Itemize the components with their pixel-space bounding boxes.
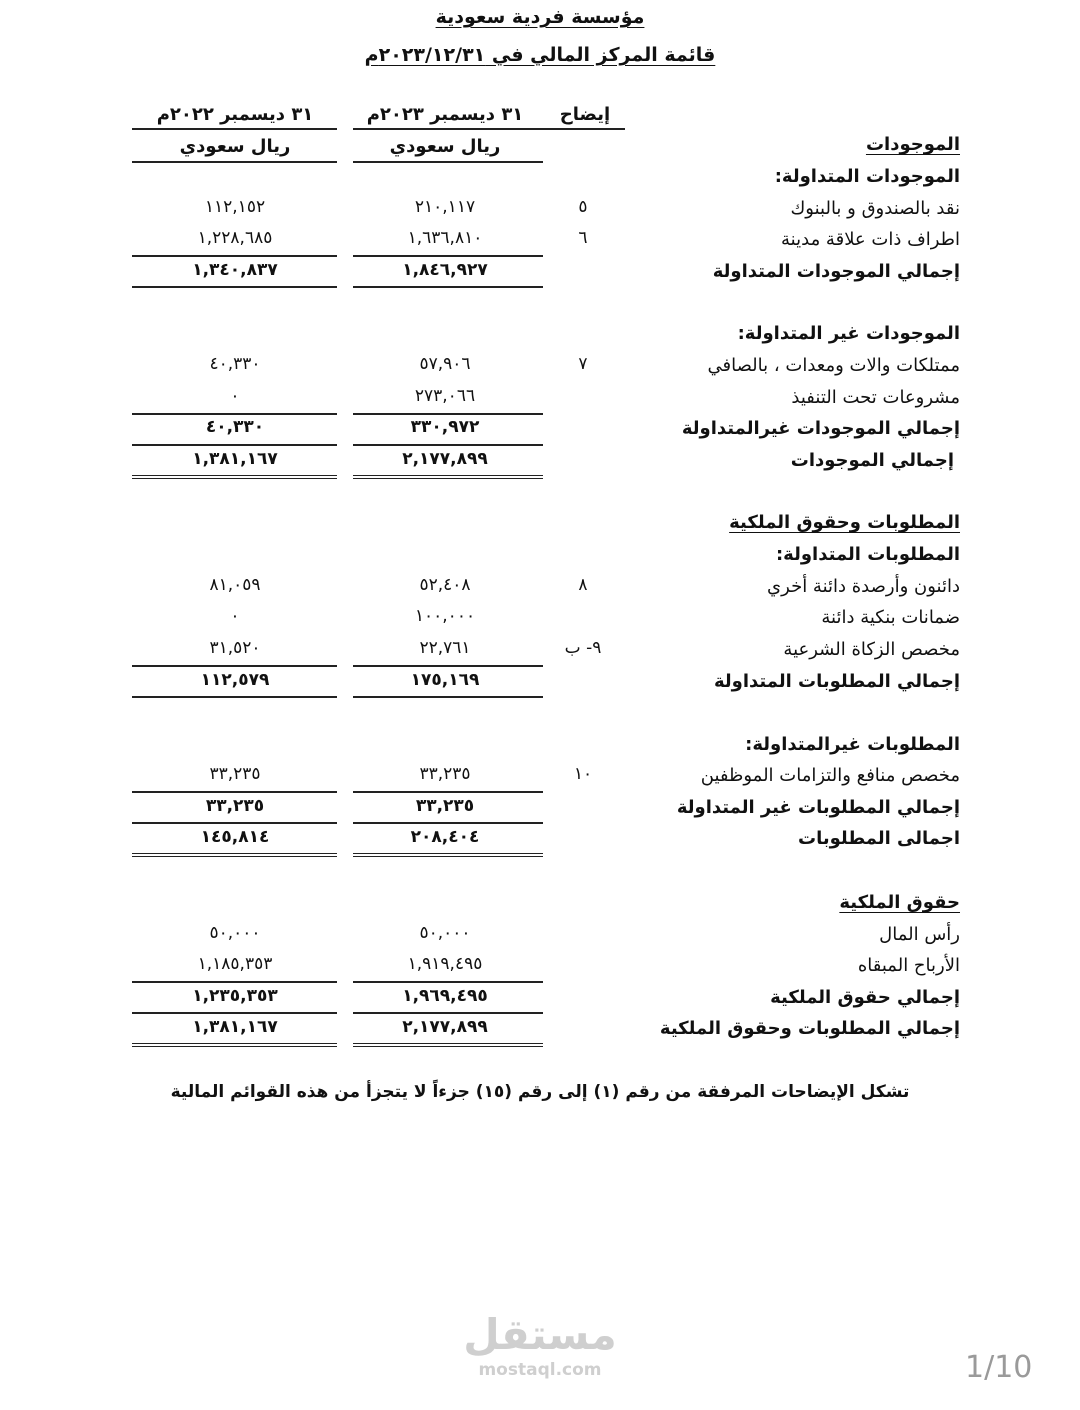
value-2022: ٣١,٥٢٠ (209, 638, 261, 658)
total-line (353, 822, 543, 824)
total-label: اجمالى المطلوبات (798, 828, 960, 849)
total-line (132, 1012, 337, 1014)
header-underline (353, 128, 625, 130)
row-label: ضمانات بنكية دائنة (821, 607, 960, 628)
value-2022: ١,١٨٥,٣٥٣ (197, 954, 273, 974)
total-2023: ١,٩٦٩,٤٩٥ (402, 986, 488, 1006)
subtotal-line (353, 981, 543, 983)
column-header-2023: ٣١ ديسمبر ٢٠٢٣م (366, 104, 524, 125)
row-label: مخصص الزكاة الشرعية (783, 639, 960, 660)
grand-total-2022: ١,٣٨١,١٦٧ (192, 1017, 278, 1037)
subtotal-line (353, 791, 543, 793)
total-2022: ١١٢,٥٧٩ (200, 670, 270, 690)
value-2023: ١٠٠,٠٠٠ (414, 606, 476, 626)
double-underline (132, 853, 337, 857)
total-label: إجمالي حقوق الملكية (770, 987, 960, 1008)
row-note: ٥ (578, 197, 588, 217)
grand-total-2022: ١,٣٨١,١٦٧ (192, 449, 278, 469)
total-line (132, 444, 337, 446)
subtotal-line (132, 981, 337, 983)
value-2022: ١,٢٢٨,٦٨٥ (197, 228, 273, 248)
row-label: دائنون وأرصدة دائنة أخري (767, 576, 960, 597)
row-label: ممتلكات والات ومعدات ، بالصافي (707, 355, 960, 376)
row-note: ٧ (578, 354, 588, 374)
subtotal-line (353, 665, 543, 667)
total-2022: ١,٢٣٥,٣٥٣ (192, 986, 278, 1006)
total-line (353, 696, 543, 698)
watermark-logo: مستقل (463, 1310, 617, 1359)
value-2023: ٥٠,٠٠٠ (419, 923, 471, 943)
value-2022: ٠ (230, 606, 240, 626)
total-2023: ١٧٥,١٦٩ (410, 670, 480, 690)
total-label: إجمالي المطلوبات المتداولة (713, 671, 960, 692)
double-underline (132, 1043, 337, 1047)
grand-total-label: إجمالي المطلوبات وحقوق الملكية (659, 1018, 960, 1039)
total-2023: ٣٣٠,٩٧٢ (410, 417, 480, 437)
total-label: إجمالي المطلوبات غير المتداولة (676, 797, 960, 818)
header-underline-2022 (132, 128, 337, 130)
grand-total-2023: ٢,١٧٧,٨٩٩ (402, 1017, 488, 1037)
value-2023: ١,٩١٩,٤٩٥ (407, 954, 483, 974)
subsection-heading: الموجودات المتداولة: (774, 166, 960, 187)
double-underline (353, 1043, 543, 1047)
total-2022: ٣٣,٢٣٥ (205, 796, 265, 816)
value-2022: ٥٠,٠٠٠ (209, 923, 261, 943)
total-label: إجمالي الموجودات غيرالمتداولة (681, 418, 960, 439)
total-2023: ١,٨٤٦,٩٢٧ (402, 260, 488, 280)
value-2023: ٥٧,٩٠٦ (419, 354, 471, 374)
row-label: رأس المال (879, 924, 960, 945)
value-2023: ١,٦٣٦,٨١٠ (407, 228, 483, 248)
value-2023: ٢٢,٧٦١ (419, 638, 471, 658)
watermark-site: mostaql.com (478, 1360, 602, 1380)
row-label: اطراف ذات علاقة مدينة (781, 229, 960, 250)
double-underline (132, 475, 337, 479)
value-2023: ٣٣,٢٣٥ (419, 764, 471, 784)
total-line (353, 286, 543, 288)
total-line (132, 822, 337, 824)
row-note: ٩- ب (564, 638, 602, 658)
total-line (132, 696, 337, 698)
value-2023: ٥٢,٤٠٨ (419, 575, 471, 595)
grand-total-label: إجمالي الموجودات (790, 450, 954, 471)
double-underline (353, 853, 543, 857)
total-2023: ٢٠٨,٤٠٤ (410, 827, 480, 847)
subsection-heading: الموجودات غير المتداولة: (737, 323, 960, 344)
subtotal-line (353, 413, 543, 415)
row-label: نقد بالصندوق و بالبنوك (790, 198, 960, 219)
subsection-heading: المطلوبات المتداولة: (775, 544, 960, 565)
value-2022: ٤٠,٣٣٠ (209, 354, 261, 374)
note-column-header: إيضاح (559, 104, 611, 125)
row-note: ٨ (578, 575, 588, 595)
section-heading: المطلوبات وحقوق الملكية (729, 512, 960, 533)
statement-title: قائمة المركز المالي في ٢٠٢٣/١٢/٣١م (364, 44, 716, 66)
column-header-2022: ٣١ ديسمبر ٢٠٢٢م (156, 104, 314, 125)
subtotal-line (353, 255, 543, 257)
section-heading: الموجودات (865, 134, 960, 155)
currency-underline-2023 (353, 161, 543, 163)
value-2022: ٣٣,٢٣٥ (209, 764, 261, 784)
row-note: ٦ (578, 228, 588, 248)
currency-underline-2022 (132, 161, 337, 163)
subtotal-line (132, 255, 337, 257)
value-2022: ١١٢,١٥٢ (204, 197, 266, 217)
total-line (353, 444, 543, 446)
value-2022: ٨١,٠٥٩ (209, 575, 261, 595)
value-2023: ٢١٠,١١٧ (414, 197, 476, 217)
total-2022: ١٤٥,٨١٤ (200, 827, 270, 847)
total-label: إجمالي الموجودات المتداولة (712, 261, 960, 282)
value-2022: ٠ (230, 386, 240, 406)
total-line (132, 286, 337, 288)
row-label: الأرباح المبقاه (857, 955, 960, 976)
row-label: مخصص منافع والتزامات الموظفين (700, 765, 960, 786)
double-underline (353, 475, 543, 479)
page-indicator: 1/10 (965, 1350, 1033, 1385)
currency-label-2022: ريال سعودي (179, 136, 291, 157)
row-label: مشروعات تحت التنفيذ (791, 387, 960, 408)
subsection-heading: المطلوبات غيرالمتداولة: (745, 734, 960, 755)
subtotal-line (132, 665, 337, 667)
footer-note: تشكل الإيضاحات المرفقة من رقم (١) إلى رقم (١٥) جزءاً لا يتجزأ من هذه القوائم المالية (170, 1082, 910, 1102)
entity-title: مؤسسة فردية سعودية (435, 6, 645, 28)
total-2022: ٤٠,٣٣٠ (205, 417, 265, 437)
subtotal-line (132, 791, 337, 793)
total-line (353, 1012, 543, 1014)
row-note: ١٠ (573, 764, 593, 784)
section-heading: حقوق الملكية (839, 892, 960, 913)
total-2023: ٣٣,٢٣٥ (415, 796, 475, 816)
value-2023: ٢٧٣,٠٦٦ (414, 386, 476, 406)
grand-total-2023: ٢,١٧٧,٨٩٩ (402, 449, 488, 469)
total-2022: ١,٣٤٠,٨٣٧ (192, 260, 278, 280)
currency-label-2023: ريال سعودي (389, 136, 501, 157)
subtotal-line (132, 413, 337, 415)
